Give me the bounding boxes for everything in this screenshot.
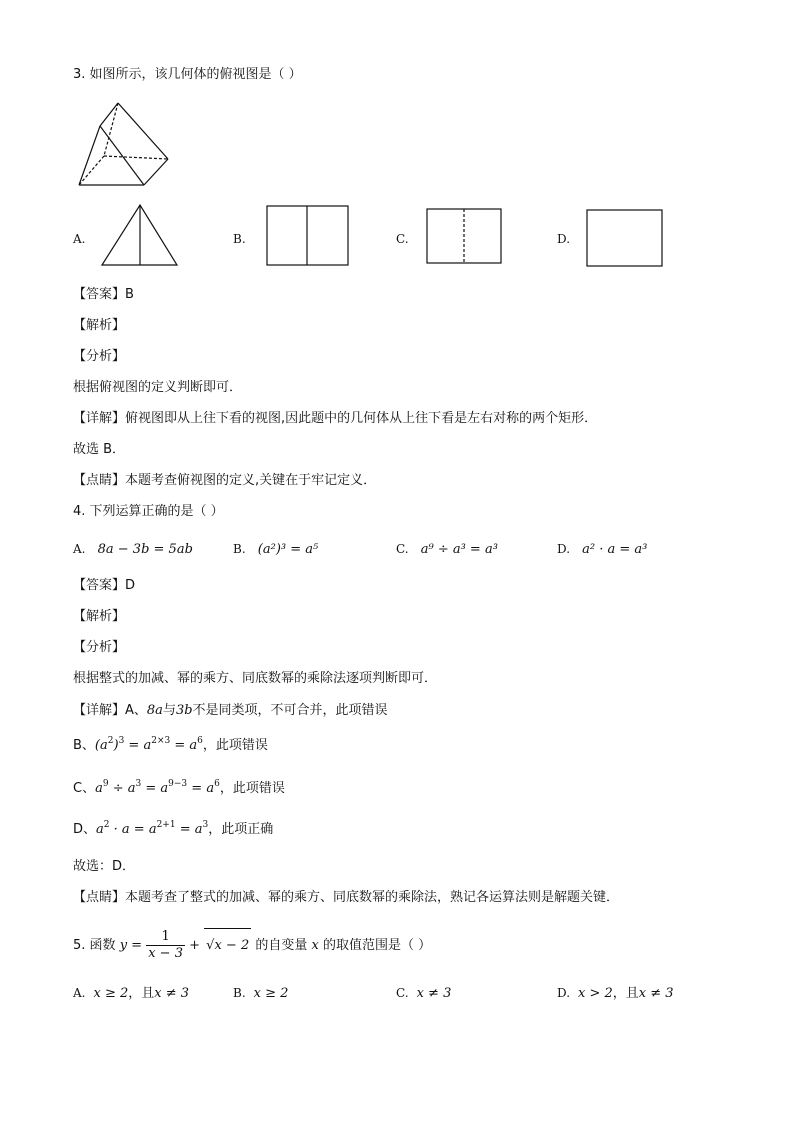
- q3-option-b: B.: [233, 232, 246, 246]
- q4-option-b: B. (a²)³ = a⁵: [233, 542, 319, 557]
- q5-stem: 5. 函数 y = $\frac{1}{x - 3}$ + √x − 2 的自变量 x 的取值范围是（ ）: [73, 929, 432, 961]
- q3-stem: 3. 如图所示，该几何体的俯视图是（ ）: [73, 67, 302, 82]
- q4-detail-d: D、$a^2 \cdot a = a^{2+1} = a^3$，此项正确: [73, 820, 274, 837]
- q4-answer: 【答案】D: [73, 578, 136, 593]
- q3-fenxi-text: 根据俯视图的定义判断即可．: [73, 380, 243, 395]
- q4-choose: 故选：D．: [73, 859, 136, 874]
- q5-option-d: D. x > 2，且x ≠ 3: [557, 986, 674, 1001]
- q3-option-c: C.: [396, 232, 409, 246]
- q3-option-d-figure: [586, 209, 664, 268]
- q3-detail: 【详解】俯视图即从上往下看的视图,因此题中的几何体从上往下看是左右对称的两个矩形．: [73, 411, 598, 426]
- q3-answer: 【答案】B: [73, 287, 134, 302]
- q4-comment: 【点睛】本题考查了整式的加减、幂的乘方、同底数幂的乘除法，熟记各运算法则是解题关键．: [73, 890, 620, 905]
- q3-analysis-heading: 【解析】: [73, 318, 126, 333]
- q3-fenxi-heading: 【分析】: [73, 349, 126, 364]
- q3-option-d: D.: [557, 232, 571, 246]
- q3-option-a-figure: [100, 203, 180, 267]
- q5-option-c: C. x ≠ 3: [396, 986, 452, 1001]
- q3-prism-figure: [76, 100, 172, 190]
- q4-detail-a: 【详解】A、8a与3b不是同类项，不可合并，此项错误: [73, 703, 388, 718]
- q4-stem: 4. 下列运算正确的是（ ）: [73, 504, 224, 519]
- q4-option-c: C. a⁹ ÷ a³ = a³: [396, 542, 498, 557]
- q4-detail-b: B、$(a^2)^3 = a^{2\times 3} = a^6$，此项错误: [73, 736, 268, 753]
- q3-option-c-figure: [426, 208, 503, 265]
- q4-option-c-expr: a⁹ ÷ a³ = a³: [420, 542, 498, 557]
- q4-detail-c: C、$a^9 \div a^3 = a^{9-3} = a^6$，此项错误: [73, 779, 285, 796]
- q4-fenxi-heading: 【分析】: [73, 640, 126, 655]
- q4-option-a: A. 8a − 3b = 5ab: [73, 542, 193, 557]
- q5-option-a: A. x ≥ 2，且x ≠ 3: [73, 986, 190, 1001]
- q4-option-d-expr: a² · a = a³: [582, 542, 648, 557]
- q5-option-b: B. x ≥ 2: [233, 986, 289, 1001]
- q3-choose: 故选 B．: [73, 442, 126, 457]
- q5-sqrt: √x − 2: [204, 928, 251, 963]
- q4-option-a-expr: 8a − 3b = 5ab: [97, 542, 193, 557]
- q3-option-b-figure: [266, 205, 350, 267]
- q5-fraction: $\frac{1}{x - 3}$: [148, 929, 183, 961]
- q3-option-a: A.: [73, 232, 86, 246]
- q4-analysis-heading: 【解析】: [73, 609, 126, 624]
- q3-comment: 【点睛】本题考查俯视图的定义,关键在于牢记定义．: [73, 473, 377, 488]
- q4-fenxi-text: 根据整式的加减、幂的乘方、同底数幂的乘除法逐项判断即可．: [73, 671, 438, 686]
- q4-option-b-expr: (a²)³ = a⁵: [257, 542, 319, 557]
- q4-option-d: D. a² · a = a³: [557, 542, 648, 557]
